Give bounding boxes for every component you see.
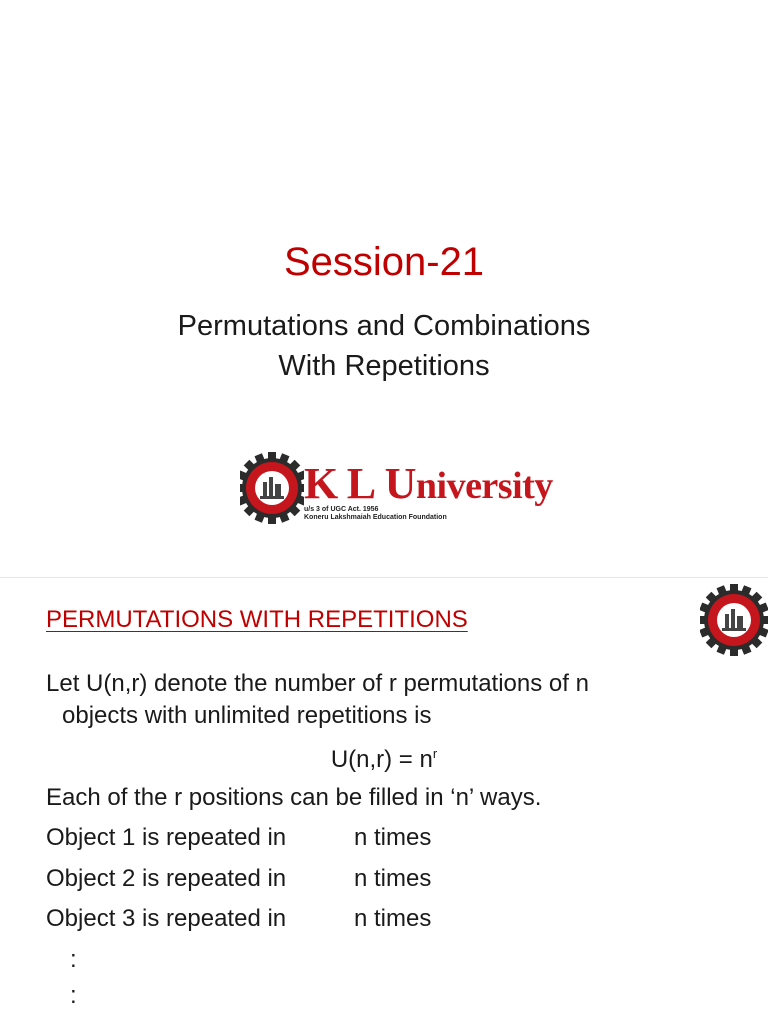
logo-act-line: u/s 3 of UGC Act. 1956 xyxy=(304,506,379,513)
intro-line-1: Let U(n,r) denote the number of r permutations of n xyxy=(46,670,589,697)
subtitle-line-2: With Repetitions xyxy=(278,350,490,382)
continuation-dots: : xyxy=(70,982,77,1009)
logo-university-name: K L University xyxy=(304,459,553,508)
repetition-value: n times xyxy=(354,905,432,932)
repetition-label: Object 2 is repeated in xyxy=(46,865,287,892)
logo-foundation-line: Koneru Lakshmaiah Education Foundation xyxy=(304,514,447,521)
repetition-row xyxy=(0,824,768,854)
repetition-value: n times xyxy=(354,824,432,851)
positions-line: Each of the r positions can be filled in ‘n’ ways. xyxy=(46,784,542,811)
repetition-label: Object 1 is repeated in xyxy=(46,824,287,851)
formula-base: U(n,r) = n xyxy=(330,746,433,773)
formula xyxy=(0,746,768,774)
subtitle-line-1: Permutations and Combinations xyxy=(177,310,591,342)
continuation-dots: : xyxy=(70,946,77,973)
repetition-label: Object 3 is repeated in xyxy=(46,905,287,932)
kl-university-logo xyxy=(240,448,553,528)
repetition-row xyxy=(0,865,768,895)
session-title: Session-21 xyxy=(283,240,485,284)
formula-exponent: r xyxy=(432,746,438,761)
content-slide xyxy=(0,578,768,1024)
kl-university-seal-icon xyxy=(700,580,768,660)
repetition-row xyxy=(0,905,768,935)
kl-university-seal-icon xyxy=(240,448,304,528)
intro-line-2: objects with unlimited repetitions is xyxy=(62,702,432,729)
repetition-value: n times xyxy=(354,865,432,892)
section-heading: PERMUTATIONS WITH REPETITIONS xyxy=(46,606,468,633)
